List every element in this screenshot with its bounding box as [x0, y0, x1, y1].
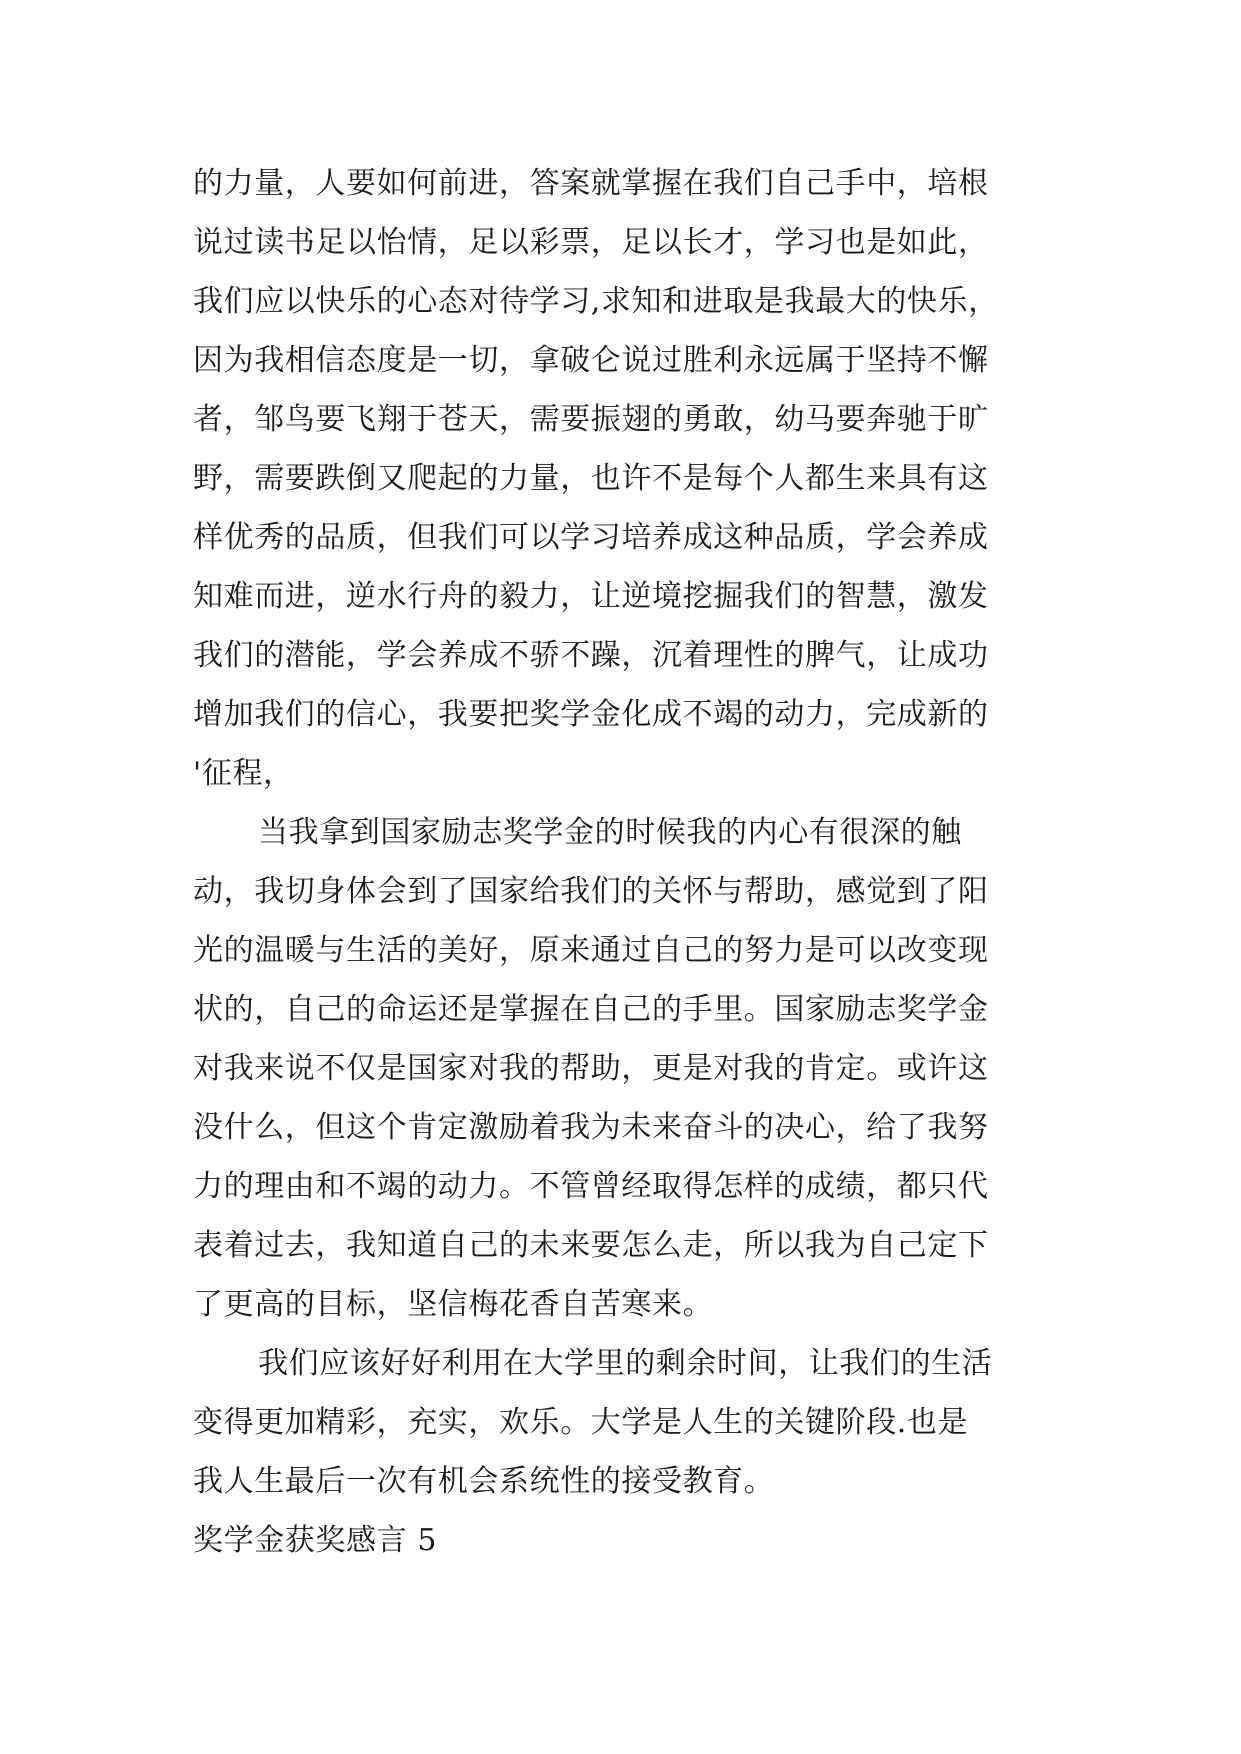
- paragraph-line: 我们的潜能，学会养成不骄不躁，沉着理性的脾气，让成功: [193, 638, 989, 673]
- paragraph-first-line: 我们应该好好利用在大学里的剩余时间，让我们的生活: [258, 1346, 993, 1381]
- paragraph-line: 力的理由和不竭的动力。不管曾经取得怎样的成绩，都只代: [193, 1169, 989, 1204]
- paragraph-line: 没什么，但这个肯定激励着我为未来奋斗的决心，给了我努: [193, 1110, 989, 1145]
- paragraph-line: 知难而进，逆水行舟的毅力，让逆境挖掘我们的智慧，激发: [193, 579, 989, 614]
- paragraph-line: 动，我切身体会到了国家给我们的关怀与帮助，感觉到了阳: [193, 874, 989, 909]
- paragraph-line: 因为我相信态度是一切，拿破仑说过胜利永远属于坚持不懈: [193, 343, 989, 378]
- paragraph-line: 增加我们的信心，我要把奖学金化成不竭的动力，完成新的: [193, 697, 989, 732]
- paragraph-line: 对我来说不仅是国家对我的帮助，更是对我的肯定。或许这: [193, 1051, 989, 1086]
- paragraph-line: 我人生最后一次有机会系统性的接受教育。: [193, 1464, 775, 1499]
- paragraph-line: 了更高的目标，坚信梅花香自苦寒来。: [193, 1287, 714, 1322]
- paragraph-line: '征程，: [193, 756, 294, 791]
- paragraph-line: 样优秀的品质，但我们可以学习培养成这种品质，学会养成: [193, 520, 989, 555]
- paragraph-line: 野，需要跌倒又爬起的力量，也许不是每个人都生来具有这: [193, 461, 989, 496]
- section-heading: 奖学金获奖感言 5: [193, 1523, 438, 1558]
- paragraph-line: 光的温暖与生活的美好，原来通过自己的努力是可以改变现: [193, 933, 989, 968]
- paragraph-first-line: 当我拿到国家励志奖学金的时候我的内心有很深的触: [258, 815, 962, 850]
- paragraph-line: 变得更加精彩，充实，欢乐。大学是人生的关键阶段.也是: [193, 1405, 969, 1440]
- paragraph-line: 者，邹鸟要飞翔于苍天，需要振翅的勇敢，幼马要奔驰于旷: [193, 402, 989, 437]
- paragraph-line: 表着过去，我知道自己的未来要怎么走，所以我为自己定下: [193, 1228, 989, 1263]
- paragraph-line: 我们应以快乐的心态对待学习,求知和进取是我最大的快乐，: [193, 284, 999, 319]
- paragraph-line: 说过读书足以怡情，足以彩票，足以长才，学习也是如此，: [193, 225, 989, 260]
- paragraph-line: 的力量，人要如何前进，答案就掌握在我们自己手中，培根: [193, 166, 989, 201]
- paragraph-line: 状的，自己的命运还是掌握在自己的手里。国家励志奖学金: [193, 992, 989, 1027]
